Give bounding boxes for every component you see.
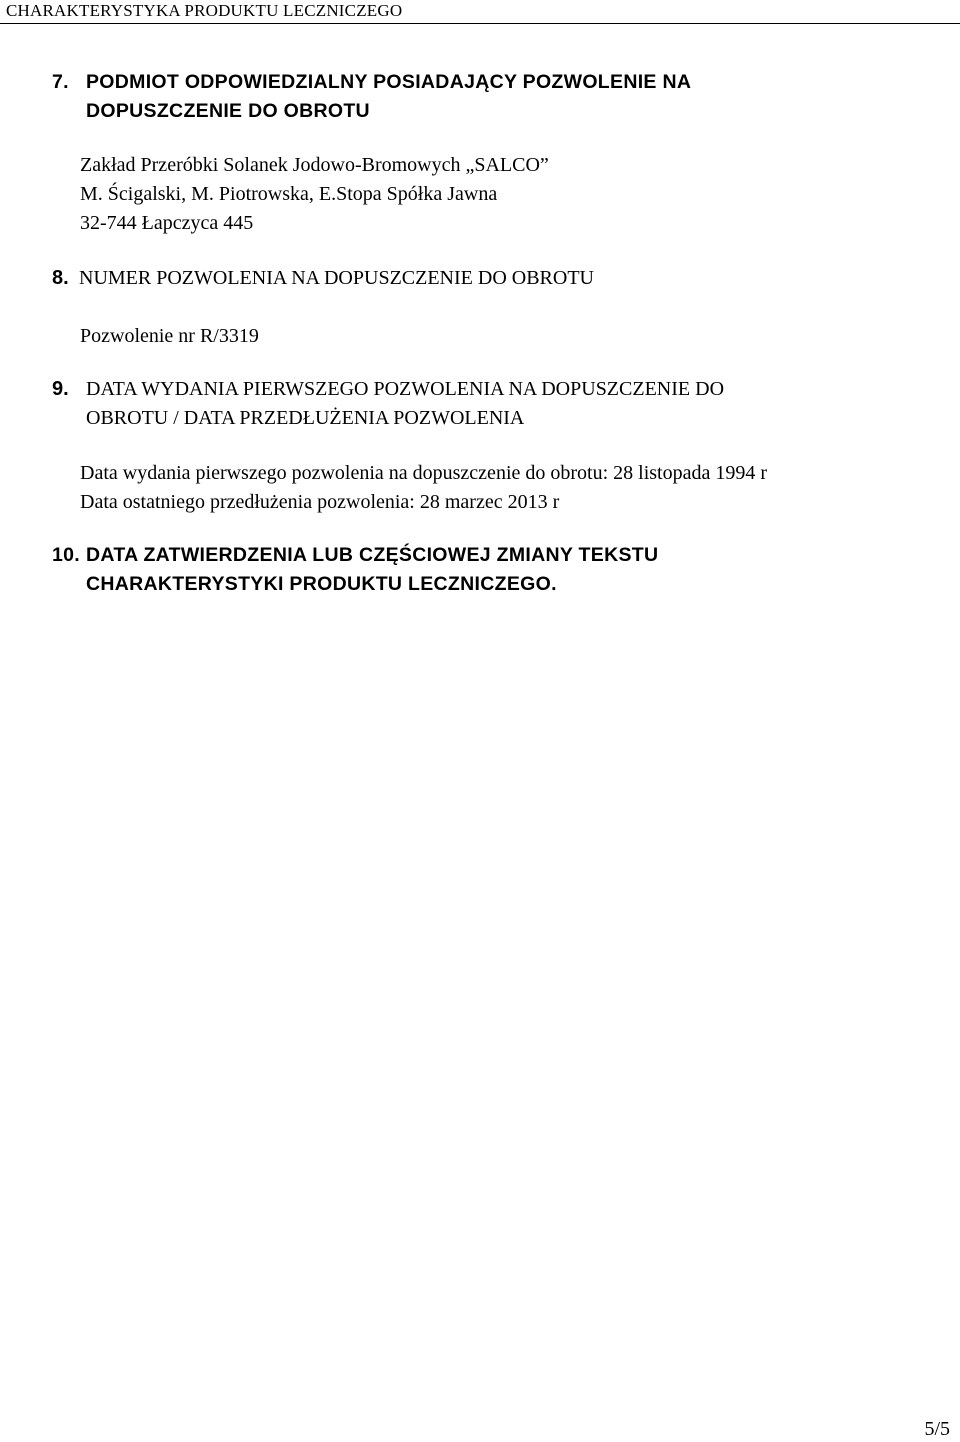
- section-7-address-line2: M. Ścigalski, M. Piotrowska, E.Stopa Spółka Jawna: [80, 183, 498, 205]
- section-9-last-renewal-date: Data ostatniego przedłużenia pozwolenia: 28 marzec 2013 r: [80, 491, 560, 513]
- section-8-heading-text: NUMER POZWOLENIA NA DOPUSZCZENIE DO OBROTU: [79, 267, 594, 289]
- section-8-number: 8.: [52, 267, 69, 289]
- section-9-heading: [52, 375, 724, 404]
- section-7-heading: [52, 68, 691, 97]
- section-9-first-issue-date: Data wydania pierwszego pozwolenia na dopuszczenie do obrotu: 28 listopada 1994 r: [80, 462, 768, 484]
- section-9-heading-line1: DATA WYDANIA PIERWSZEGO POZWOLENIA NA DOPUSZCZENIE DO: [86, 378, 725, 400]
- section-7-number: 7.: [52, 71, 69, 93]
- section-10-heading-line1: DATA ZATWIERDZENIA LUB CZĘŚCIOWEJ ZMIANY TEKSTU: [86, 544, 659, 566]
- header-divider: [0, 23, 960, 24]
- section-9-number: 9.: [52, 378, 69, 400]
- section-10-heading-line2: CHARAKTERYSTYKI PRODUKTU LECZNICZEGO.: [86, 573, 557, 595]
- section-9-heading-line2: OBROTU / DATA PRZEDŁUŻENIA POZWOLENIA: [86, 407, 525, 429]
- page-number: 5/5: [924, 1418, 950, 1440]
- section-7-address-line3: 32-744 Łapczyca 445: [80, 212, 254, 234]
- section-7-heading-line1: PODMIOT ODPOWIEDZIALNY POSIADAJĄCY POZWOLENIE NA: [86, 71, 692, 93]
- section-10-heading: [52, 541, 658, 570]
- section-8-permit-number: Pozwolenie nr R/3319: [80, 325, 259, 347]
- section-7-heading-line2: DOPUSZCZENIE DO OBROTU: [86, 100, 370, 122]
- section-10-number: 10.: [52, 544, 81, 566]
- section-7-address-line1: Zakład Przeróbki Solanek Jodowo-Bromowych „SALCO”: [80, 154, 549, 176]
- section-8-heading: [52, 264, 594, 293]
- running-header: CHARAKTERYSTYKA PRODUKTU LECZNICZEGO: [6, 1, 403, 20]
